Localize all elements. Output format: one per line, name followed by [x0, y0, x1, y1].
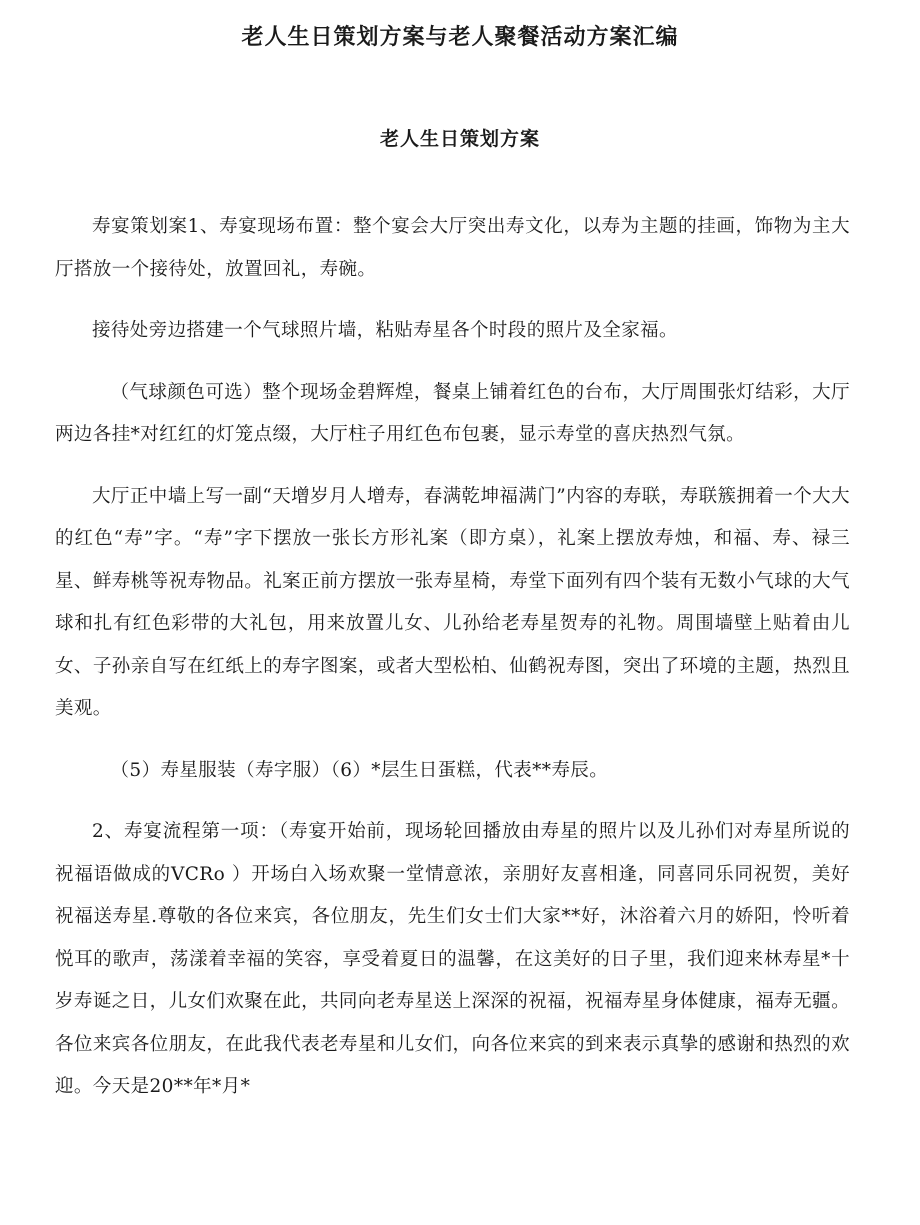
- document-body: [55, 206, 850, 1128]
- paragraph-photo-wall: 接待处旁边搭建一个气球照片墙，粘贴寿星各个时段的照片及全家福。: [92, 320, 678, 341]
- document-title: 老人生日策划方案与老人聚餐活动方案汇编: [241, 25, 679, 50]
- paragraph-costume-cake: （5）寿星服装（寿字服）（6）*层生日蛋糕，代表**寿辰。: [110, 759, 609, 781]
- paragraph-banquet-flow: 2、寿宴流程第一项：（寿宴开始前，现场轮回播放由寿星的照片以及儿孙们对寿星所说的祝福语做成的VCRo ）开场白入场欢聚一堂情意浓，亲朋好友喜相逢，同喜同乐同祝贺，美好祝福送寿星.尊敬的各位来宾，各位朋友，先生们女士们大家**好，沐浴着六月的娇阳，怜听着悦耳的歌声，荡漾着幸福的笑容，享受着夏日的温馨，在这美好的日子里，我们迎来林寿星*十岁寿诞之日，儿女们欢聚在此，共同向老寿星送上深深的祝福，祝福寿星身体健康，福寿无疆。各位来宾各位朋友，在此我代表老寿星和儿女们，向各位来宾的到来表示真挚的感谢和热烈的欢迎。今天是20**年*月*: [55, 821, 850, 1097]
- paragraph-decoration: （气球颜色可选）整个现场金碧辉煌，餐桌上铺着红色的台布，大厅周围张灯结彩，大厅两边各挂*对红红的灯笼点缀，大厅柱子用红色布包裹，显示寿堂的喜庆热烈气氛。: [55, 381, 850, 445]
- paragraph-longevity-hall: 大厅正中墙上写一副“天增岁月人增寿，春满乾坤福满门”内容的寿联，寿联簇拥着一个大大的红色“寿”字。“寿”字下摆放一张长方形礼案（即方桌），礼案上摆放寿烛，和福、寿、禄三星、鲜寿桃等祝寿物品。礼案正前方摆放一张寿星椅，寿堂下面列有四个装有无数小气球的大气球和扎有红色彩带的大礼包，用来放置儿女、儿孙给老寿星贺寿的礼物。周围墙壁上贴着由儿女、子孙亲自写在红纸上的寿字图案，或者大型松柏、仙鹤祝寿图，突出了环境的主题，热烈且美观。: [55, 485, 850, 719]
- section-title: 老人生日策划方案: [379, 128, 540, 150]
- paragraph-venue-layout: 寿宴策划案1、寿宴现场布置：整个宴会大厅突出寿文化，以寿为主题的挂画，饰物为主大厅搭放一个接待处，放置回礼，寿碗。: [55, 216, 850, 280]
